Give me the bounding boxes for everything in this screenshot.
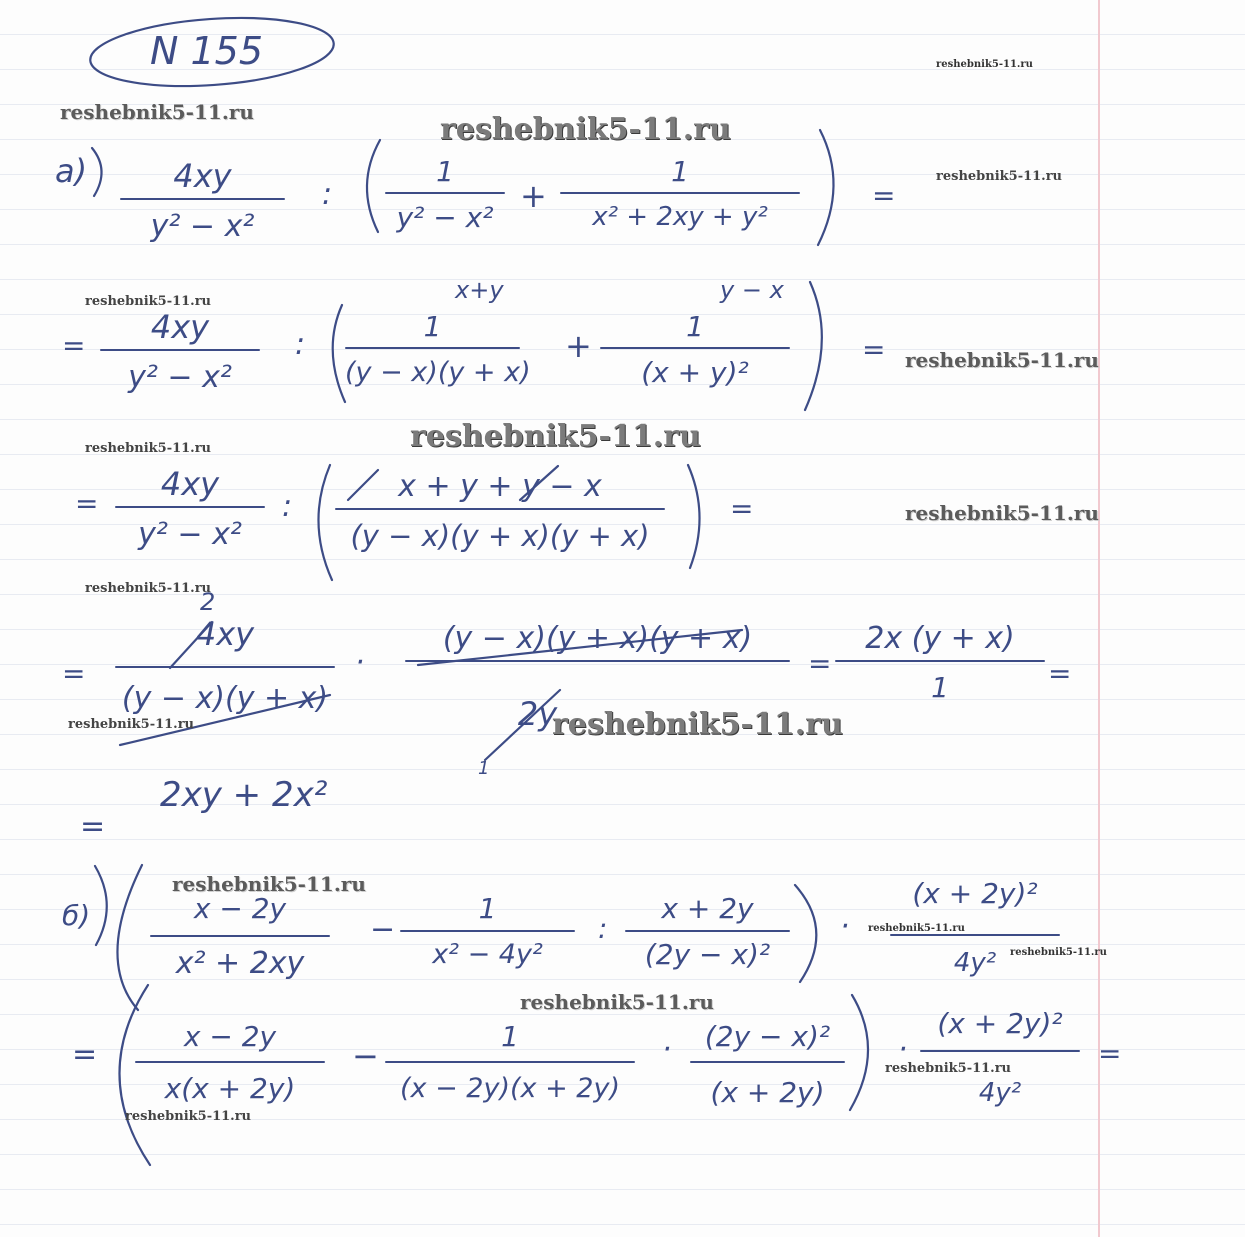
a2-fraction-1 (100, 305, 260, 405)
b1-f3-den: (2y − x)² (644, 938, 771, 971)
watermark: reshebnik5-11.ru (68, 717, 195, 732)
a3-f2-den: (y − x)(y + x)(y + x) (350, 519, 650, 553)
a4-f3-bar (835, 660, 1045, 662)
b1-fraction-2 (400, 885, 575, 985)
a2-multiplier-2: y − x (720, 276, 784, 304)
b2-f1-bar (135, 1061, 325, 1063)
a1-f2-num: 1 (436, 155, 454, 188)
b1-f3-num: x + 2y (661, 892, 754, 925)
watermark: reshebnik5-11.ru (552, 707, 843, 742)
a2-multiplier-1: x+y (455, 276, 504, 304)
b1-fraction-1 (150, 885, 330, 995)
a3-colon: : (282, 489, 293, 524)
a4-f1-bar (115, 666, 335, 668)
watermark: reshebnik5-11.ru (905, 348, 1099, 372)
a2-colon: : (295, 327, 306, 362)
b2-f1-num: x − 2y (183, 1020, 277, 1053)
a1-f3-num: 1 (671, 155, 689, 188)
b2-fraction-2 (385, 1015, 635, 1125)
a1-f1-den: y² − x² (150, 209, 255, 244)
a5-equals-lead: = (80, 809, 106, 844)
a1-fraction-3 (560, 150, 800, 250)
b1-f4-den: 4y² (953, 948, 997, 978)
b1-f2-den: x² − 4y² (432, 939, 543, 970)
b2-f2-bar (385, 1061, 635, 1063)
b1-f2-bar (400, 930, 575, 932)
a4-dot: · (355, 645, 365, 680)
a2-f1-num: 4xy (150, 308, 210, 346)
a4-fraction-1 (115, 610, 335, 730)
a3-f2-num: x + y + y − x (398, 469, 602, 504)
a2-f2-den: (y − x)(y + x) (345, 357, 531, 388)
a3-f1-den: y² − x² (138, 517, 242, 552)
a4-equals-lead: = (62, 657, 86, 690)
watermark: reshebnik5-11.ru (85, 441, 212, 456)
b2-f4-bar (920, 1050, 1080, 1052)
a3-equals-lead: = (75, 487, 99, 520)
b2-fraction-3 (690, 1015, 845, 1130)
watermark: reshebnik5-11.ru (936, 169, 1063, 184)
watermark: reshebnik5-11.ru (868, 923, 965, 934)
b1-f2-num: 1 (478, 892, 497, 925)
a2-equals-lead: = (62, 329, 86, 362)
a4-equals-2: = (1048, 657, 1072, 690)
a4-cancel-top: 2 (200, 588, 216, 616)
a3-f1-num: 4xy (160, 465, 220, 503)
b2-f1-den: x(x + 2y) (164, 1072, 296, 1105)
a2-f1-bar (100, 349, 260, 351)
watermark: reshebnik5-11.ru (60, 100, 254, 124)
a5-result: 2xy + 2x² (160, 775, 328, 815)
a1-equals: = (872, 179, 896, 212)
a1-f3-den: x² + 2xy + y² (592, 202, 768, 232)
b2-f4-num: (x + 2y)² (937, 1007, 1063, 1040)
watermark: reshebnik5-11.ru (936, 59, 1033, 70)
watermark: reshebnik5-11.ru (85, 581, 212, 596)
b1-f4-num: (x + 2y)² (912, 877, 1038, 910)
b2-f3-den: (x + 2y) (710, 1076, 825, 1109)
a1-f1-num: 4xy (173, 157, 232, 195)
b2-fraction-4 (920, 1000, 1080, 1120)
b1-f3-bar (625, 930, 790, 932)
b1-f1-bar (150, 935, 330, 937)
a4-fraction-3 (835, 612, 1045, 712)
a3-f1-bar (115, 506, 265, 508)
b2-f2-num: 1 (501, 1020, 519, 1053)
a4-cancel-bottom: 1 (478, 758, 490, 779)
b2-f2-den: (x − 2y)(x + 2y) (400, 1073, 620, 1104)
a4-f2-den: 2y (517, 695, 558, 733)
b2-f4-den: 4y² (978, 1078, 1022, 1108)
watermark: reshebnik5-11.ru (172, 872, 366, 896)
b2-f3-bar (690, 1061, 845, 1063)
b1-f1-num: x − 2y (193, 892, 287, 925)
b2-minus: − (352, 1037, 379, 1075)
b2-equals-lead: = (72, 1037, 98, 1072)
b1-dot: · (840, 909, 850, 944)
a1-f2-bar (385, 192, 505, 194)
b2-f3-num: (2y − x)² (704, 1020, 831, 1053)
b2-equals: = (1098, 1037, 1122, 1070)
part-a-label: а) (55, 152, 88, 190)
b1-fraction-3 (625, 885, 790, 985)
a1-f3-bar (560, 192, 800, 194)
a3-f2-bar (335, 508, 665, 510)
a4-f3-den: 1 (931, 671, 949, 704)
b1-f1-den: x² + 2xy (175, 946, 305, 981)
a2-f2-num: 1 (423, 310, 442, 343)
a4-f1-den: (y − x)(y + x) (121, 681, 329, 716)
b1-minus: − (370, 912, 396, 947)
a1-plus: + (520, 177, 547, 215)
a1-fraction-2 (385, 150, 505, 250)
a1-fraction-1 (120, 150, 285, 260)
b2-dot: · (662, 1032, 672, 1067)
watermark: reshebnik5-11.ru (440, 112, 731, 147)
a3-equals: = (730, 492, 754, 525)
task-number: N 155 (150, 29, 264, 73)
a2-f1-den: y² − x² (128, 360, 232, 395)
watermark: reshebnik5-11.ru (885, 1061, 1012, 1076)
a2-equals: = (862, 333, 886, 366)
b1-colon: : (598, 912, 608, 945)
a3-fraction-1 (115, 462, 265, 562)
watermark: reshebnik5-11.ru (410, 419, 701, 454)
a4-equals: = (808, 647, 832, 680)
a1-f2-den: y² − x² (396, 201, 494, 234)
watermark: reshebnik5-11.ru (1010, 947, 1107, 958)
watermark: reshebnik5-11.ru (85, 294, 212, 309)
a2-f3-den: (x + y)² (641, 356, 749, 389)
a2-f2-bar (345, 347, 520, 349)
b1-f4-bar (890, 934, 1060, 936)
a4-f1-num: 4xy (195, 615, 255, 653)
a4-f3-num: 2x (y + x) (865, 621, 1015, 656)
a2-fraction-2 (345, 305, 531, 405)
a1-colon: : (322, 177, 333, 212)
a2-plus: + (565, 327, 592, 365)
watermark: reshebnik5-11.ru (125, 1109, 252, 1124)
a4-f2-num: (y − x)(y + x)(y + x) (442, 621, 753, 656)
a2-f3-bar (600, 347, 790, 349)
a4-f2-bar (405, 660, 790, 662)
watermark: reshebnik5-11.ru (520, 990, 714, 1014)
watermark: reshebnik5-11.ru (905, 501, 1099, 525)
part-b-label: б) (62, 899, 91, 932)
a3-fraction-2 (335, 462, 665, 572)
a1-f1-bar (120, 198, 285, 200)
a2-fraction-3 (600, 305, 790, 405)
b2-dot-2: · (898, 1032, 908, 1067)
a2-f3-num: 1 (686, 310, 704, 343)
